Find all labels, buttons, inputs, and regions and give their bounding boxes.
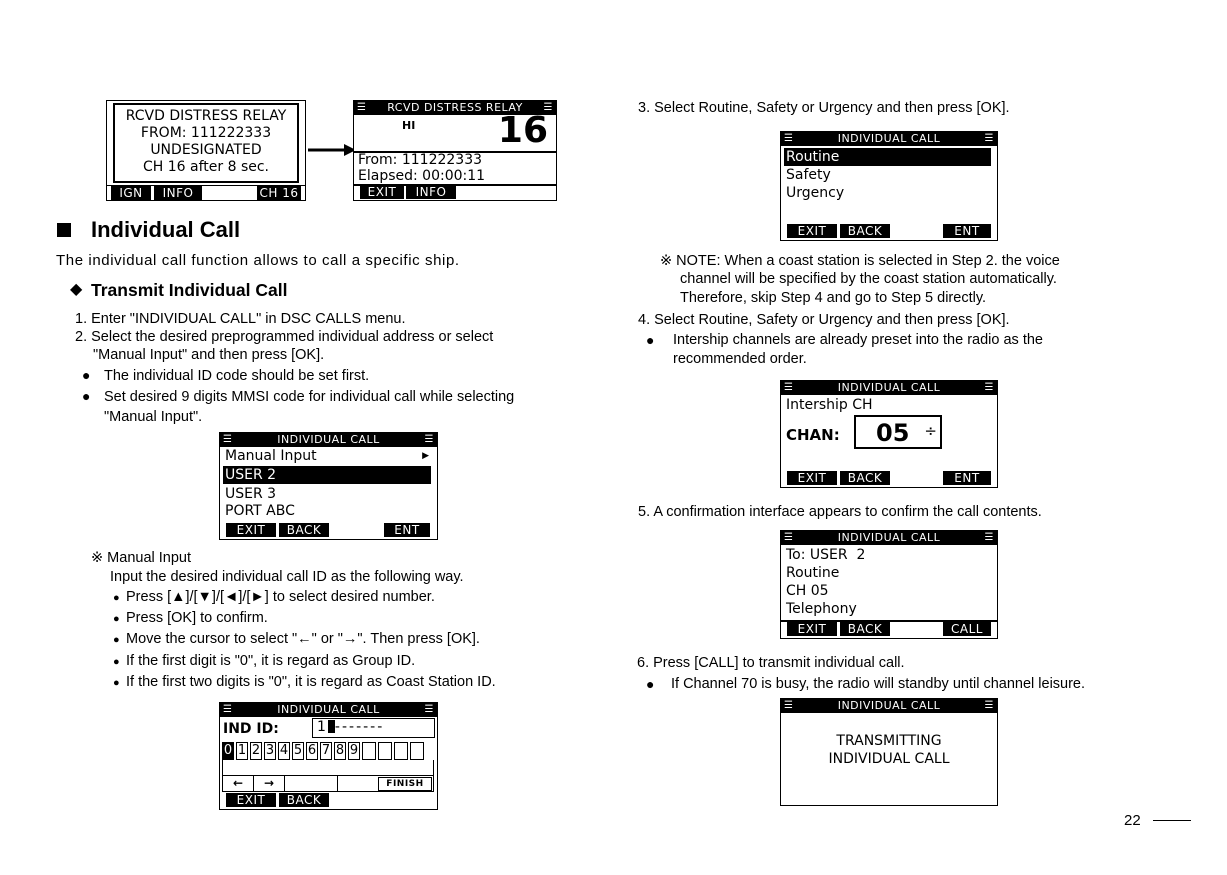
lcd-title-bar (220, 433, 437, 447)
bullet-dot: ● (82, 367, 91, 383)
lcd-title: INDIVIDUAL CALL (837, 132, 941, 145)
softkey-bar (785, 471, 993, 485)
softkey-back[interactable]: BACK (840, 471, 890, 485)
list-item-routine[interactable]: Routine (784, 148, 991, 166)
manual-input-heading: ※ Manual Input (91, 550, 192, 566)
digit-key-1[interactable]: 1 (237, 743, 247, 758)
bullet-dot: ● (113, 677, 120, 689)
finish-key[interactable]: FINISH (378, 777, 432, 791)
blank-key (410, 742, 424, 760)
softkey-back[interactable]: BACK (279, 523, 329, 537)
chan-label: CHAN: (786, 426, 840, 444)
page-number: 22 (1124, 812, 1141, 829)
manual-bullet: If the first digit is "0", it is regard as Group ID. (126, 653, 416, 669)
softkey-ent[interactable]: ENT (943, 471, 991, 485)
list-item-user-2[interactable]: USER 2 (223, 466, 431, 484)
digit-key-3[interactable]: 3 (265, 743, 275, 758)
blank-key (285, 776, 338, 791)
digit-key-7[interactable]: 7 (321, 743, 331, 758)
softkey-ent[interactable]: ENT (943, 224, 991, 238)
softkey-info[interactable]: INFO (406, 185, 456, 199)
menu-icon: ☰ (424, 434, 434, 445)
bullet-text-cont: "Manual Input". (104, 409, 203, 425)
channel-number: 16 (497, 110, 548, 151)
step-4: 4. Select Routine, Safety or Urgency and then press [OK]. (638, 312, 1010, 328)
section-title: Individual Call (91, 217, 241, 242)
softkey-bar (358, 185, 552, 199)
menu-icon: ☰ (784, 133, 794, 144)
list-item-user-3[interactable]: USER 3 (225, 486, 277, 502)
lcd-line: FROM: 111222333 (140, 125, 272, 141)
digit-key-4[interactable]: 4 (279, 743, 289, 758)
menu-icon: ☰ (984, 133, 994, 144)
manual-bullet: Move the cursor to select "←" or "→". Then press [OK]. (126, 631, 480, 647)
softkey-exit[interactable]: EXIT (787, 224, 837, 238)
bullet-dot: ● (113, 634, 120, 646)
softkey-exit[interactable]: EXIT (226, 793, 276, 807)
menu-icon: ☰ (223, 434, 233, 445)
transmitting-line-1: TRANSMITTING (836, 733, 942, 749)
lcd-title: INDIVIDUAL CALL (277, 433, 380, 446)
softkey-exit[interactable]: EXIT (226, 523, 276, 537)
note-line: channel will be specified by the coast station automatically. (680, 271, 1057, 287)
note-line: ※ NOTE: When a coast station is selected in Step 2. the voice (660, 253, 1060, 269)
list-item-manual-input[interactable] (223, 447, 431, 465)
softkey-back[interactable]: BACK (840, 224, 890, 238)
lcd-title: INDIVIDUAL CALL (277, 703, 380, 716)
power-level: HI (402, 119, 416, 132)
entry-rest: ------- (334, 719, 385, 735)
lcd-title-bar (781, 381, 997, 395)
lcd-title: INDIVIDUAL CALL (837, 531, 941, 544)
lcd-title-bar (781, 699, 997, 713)
bullet-dot: ● (82, 388, 91, 404)
lcd-rcvd-distress-main (353, 100, 557, 201)
bullet-dot: ● (646, 676, 655, 692)
lcd-individual-call-list (219, 432, 438, 540)
lcd-transmitting (780, 698, 998, 806)
softkey-bar (224, 523, 433, 537)
lcd-title: RCVD DISTRESS RELAY (387, 101, 523, 114)
bullet-text: Set desired 9 digits MMSI code for individual call while selecting (104, 389, 515, 405)
step-2: 2. Select the desired preprogrammed individual address or select (75, 329, 494, 345)
lcd-title-bar (781, 132, 997, 146)
manual-bullet: Press [OK] to confirm. (126, 610, 268, 626)
spinner-icon: ÷ (924, 422, 937, 440)
confirm-priority: Routine (786, 565, 840, 581)
manual-bullet: Press [▲]/[▼]/[◄]/[►] to select desired number. (126, 589, 435, 605)
cursor-block (328, 720, 335, 733)
softkey-call[interactable]: CALL (943, 622, 991, 636)
manual-input-line: Input the desired individual call ID as the following way. (110, 569, 464, 585)
list-item-safety[interactable]: Safety (786, 167, 831, 183)
menu-icon: ☰ (784, 382, 794, 393)
softkey-bar (106, 186, 306, 201)
left-arrow-key[interactable]: ← (223, 776, 254, 791)
menu-icon: ☰ (984, 532, 994, 543)
intership-label: Intership CH (786, 397, 873, 413)
list-item-port-abc[interactable]: PORT ABC (225, 503, 295, 519)
lcd-rcvd-distress (106, 100, 306, 201)
manual-bullet: If the first two digits is "0", it is regard as Coast Station ID. (126, 674, 496, 690)
lcd-channel-select (780, 380, 998, 488)
digit-key-9[interactable]: 9 (349, 743, 359, 758)
menu-icon: ☰ (784, 700, 794, 711)
bullet-dot: ● (113, 656, 120, 668)
digit-key-5[interactable]: 5 (293, 743, 303, 758)
from-line: From: 111222333 (358, 152, 483, 168)
softkey-back[interactable]: BACK (279, 793, 329, 807)
confirm-mode: Telephony (786, 601, 857, 617)
softkey-bar (224, 793, 433, 807)
blank-key (394, 742, 408, 760)
lcd-confirm-call (780, 530, 998, 639)
bullet-dot: ● (646, 332, 655, 348)
step-3: 3. Select Routine, Safety or Urgency and then press [OK]. (638, 100, 1010, 116)
softkey-exit[interactable]: EXIT (787, 622, 837, 636)
lcd-line: RCVD DISTRESS RELAY (125, 108, 287, 124)
softkey-ch16[interactable]: CH 16 (257, 186, 301, 200)
lcd-priority-list (780, 131, 998, 241)
menu-icon: ☰ (984, 382, 994, 393)
empty-row (222, 760, 434, 776)
lcd-line: UNDESIGNATED (150, 142, 262, 158)
entry-first-digit: 1 (317, 719, 326, 735)
bullet-dot: ● (113, 592, 120, 604)
step-2-cont: "Manual Input" and then press [OK]. (93, 347, 325, 363)
softkey-back[interactable]: BACK (840, 622, 890, 636)
page-number-rule (1153, 820, 1191, 821)
list-item-label: Manual Input (225, 448, 317, 464)
digit-key-6[interactable]: 6 (307, 743, 317, 758)
ind-id-label: IND ID: (223, 721, 279, 737)
menu-icon: ☰ (543, 102, 553, 113)
softkey-bar (785, 622, 993, 636)
lcd-title-bar (220, 703, 437, 717)
arrow-right-icon (308, 142, 356, 158)
softkey-ign[interactable]: IGN (111, 186, 151, 200)
menu-icon: ☰ (357, 102, 367, 113)
menu-icon: ☰ (223, 704, 233, 715)
subsection-title: Transmit Individual Call (91, 280, 288, 300)
transmitting-line-2: INDIVIDUAL CALL (828, 751, 950, 767)
lcd-line: CH 16 after 8 sec. (143, 159, 269, 175)
menu-icon: ☰ (784, 532, 794, 543)
elapsed-line: Elapsed: 00:00:11 (358, 168, 486, 184)
confirm-to: To: USER 2 (786, 547, 866, 563)
softkey-ent[interactable]: ENT (384, 523, 430, 537)
channel-spinner[interactable] (854, 415, 942, 449)
bullet-text: Intership channels are already preset into the radio as the (673, 332, 1043, 348)
section-square-icon (57, 223, 71, 237)
right-arrow-key[interactable]: → (254, 776, 285, 791)
intro-text: The individual call function allows to call a specific ship. (56, 252, 460, 269)
diamond-icon: ◆ (70, 281, 83, 298)
digit-key-8[interactable]: 8 (335, 743, 345, 758)
blank-key (362, 742, 376, 760)
channel-value: 05 (876, 419, 910, 447)
softkey-bar (785, 224, 993, 238)
bullet-dot: ● (113, 613, 120, 625)
step-6: 6. Press [CALL] to transmit individual call. (637, 655, 905, 671)
blank-key (378, 742, 392, 760)
nav-row (222, 776, 434, 792)
bullet-text-cont: recommended order. (673, 351, 807, 367)
softkey-exit[interactable]: EXIT (360, 185, 404, 199)
submenu-arrow-icon: ▶ (422, 451, 429, 461)
note-line: Therefore, skip Step 4 and go to Step 5 directly. (680, 290, 987, 306)
menu-icon: ☰ (424, 704, 434, 715)
menu-icon: ☰ (984, 700, 994, 711)
ind-id-entry[interactable] (312, 718, 435, 738)
step-5: 5. A confirmation interface appears to confirm the call contents. (638, 504, 1042, 520)
confirm-channel: CH 05 (786, 583, 829, 599)
lcd-title: INDIVIDUAL CALL (837, 699, 941, 712)
softkey-info[interactable]: INFO (154, 186, 202, 200)
bullet-text: The individual ID code should be set first. (104, 368, 370, 384)
softkey-exit[interactable]: EXIT (787, 471, 837, 485)
digit-key-2[interactable]: 2 (251, 743, 261, 758)
digit-key-0[interactable]: 0 (223, 743, 233, 758)
lcd-title-bar (781, 531, 997, 545)
bullet-text: If Channel 70 is busy, the radio will standby until channel leisure. (671, 676, 1086, 692)
list-item-urgency[interactable]: Urgency (786, 185, 845, 201)
lcd-ind-id-keypad (219, 702, 438, 810)
step-1: 1. Enter "INDIVIDUAL CALL" in DSC CALLS menu. (75, 311, 406, 327)
lcd-title: INDIVIDUAL CALL (837, 381, 941, 394)
digit-row (222, 742, 436, 760)
